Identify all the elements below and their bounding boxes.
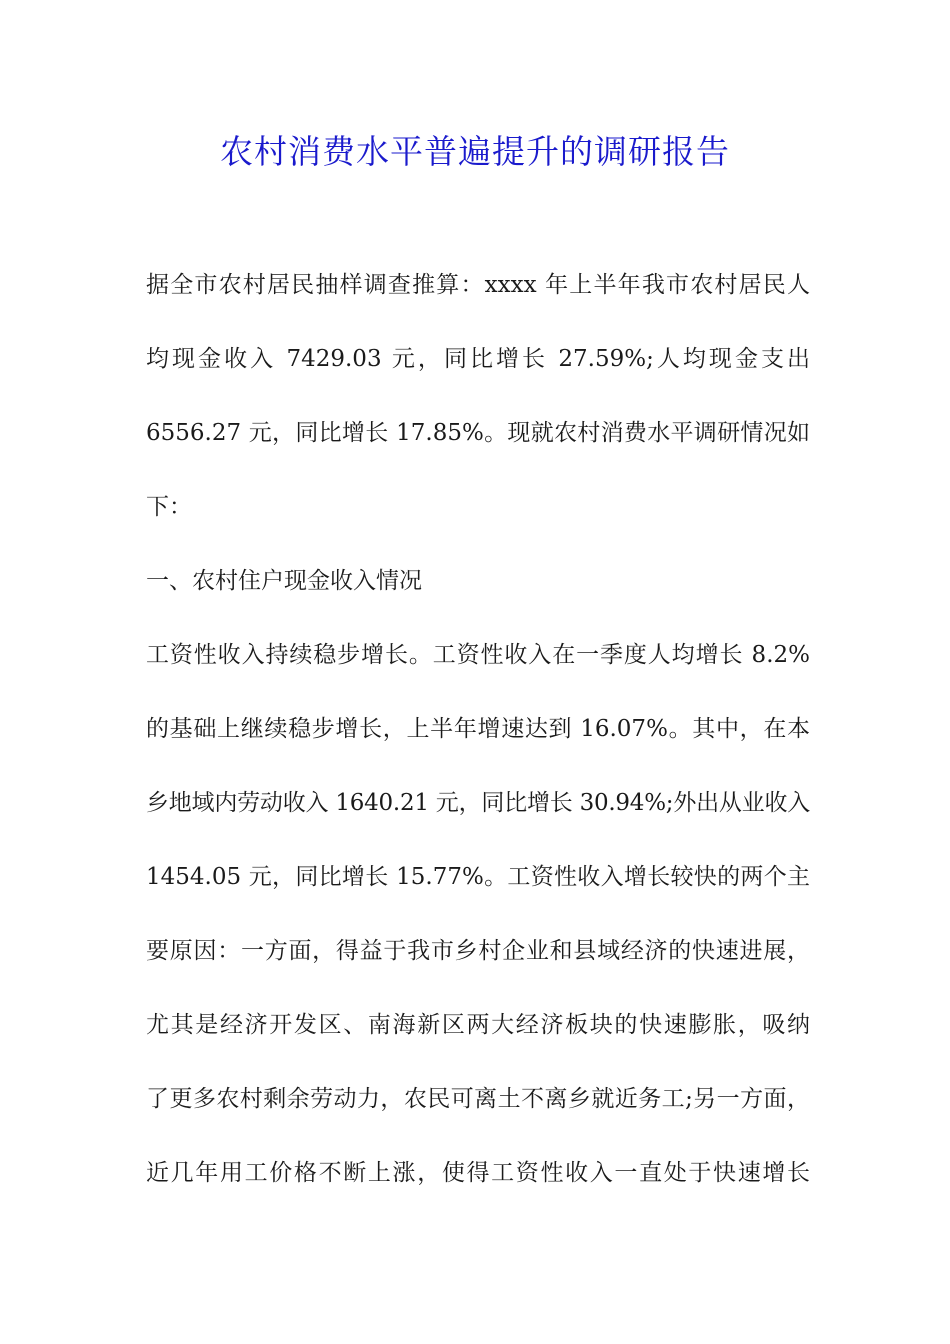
section-heading: 一、农村住户现金收入情况 bbox=[146, 568, 422, 594]
document-title: 农村消费水平普遍提升的调研报告 bbox=[220, 132, 730, 171]
body-line: 要原因：一方面，得益于我市乡村企业和县域经济的快速进展， bbox=[146, 938, 810, 964]
body-line: 了更多农村剩余劳动力，农民可离土不离乡就近务工;另一方面， bbox=[146, 1086, 810, 1112]
body-line: 的基础上继续稳步增长，上半年增速达到 16.07%。其中，在本 bbox=[146, 716, 810, 742]
body-line: 1454.05 元，同比增长 15.77%。工资性收入增长较快的两个主 bbox=[146, 864, 810, 890]
document-body bbox=[146, 262, 810, 1224]
body-line: 据全市农村居民抽样调查推算：xxxx 年上半年我市农村居民人 bbox=[146, 272, 810, 298]
body-line: 6556.27 元，同比增长 17.85%。现就农村消费水平调研情况如 bbox=[146, 420, 810, 446]
body-line: 均现金收入 7429.03 元，同比增长 27.59%;人均现金支出 bbox=[146, 346, 810, 372]
body-line: 近几年用工价格不断上涨，使得工资性收入一直处于快速增长 bbox=[146, 1160, 810, 1186]
body-line: 尤其是经济开发区、南海新区两大经济板块的快速膨胀，吸纳 bbox=[146, 1012, 810, 1038]
body-line: 工资性收入持续稳步增长。工资性收入在一季度人均增长 8.2% bbox=[146, 642, 810, 668]
body-line: 乡地域内劳动收入 1640.21 元，同比增长 30.94%;外出从业收入 bbox=[146, 790, 810, 816]
body-line: 下： bbox=[146, 494, 192, 520]
